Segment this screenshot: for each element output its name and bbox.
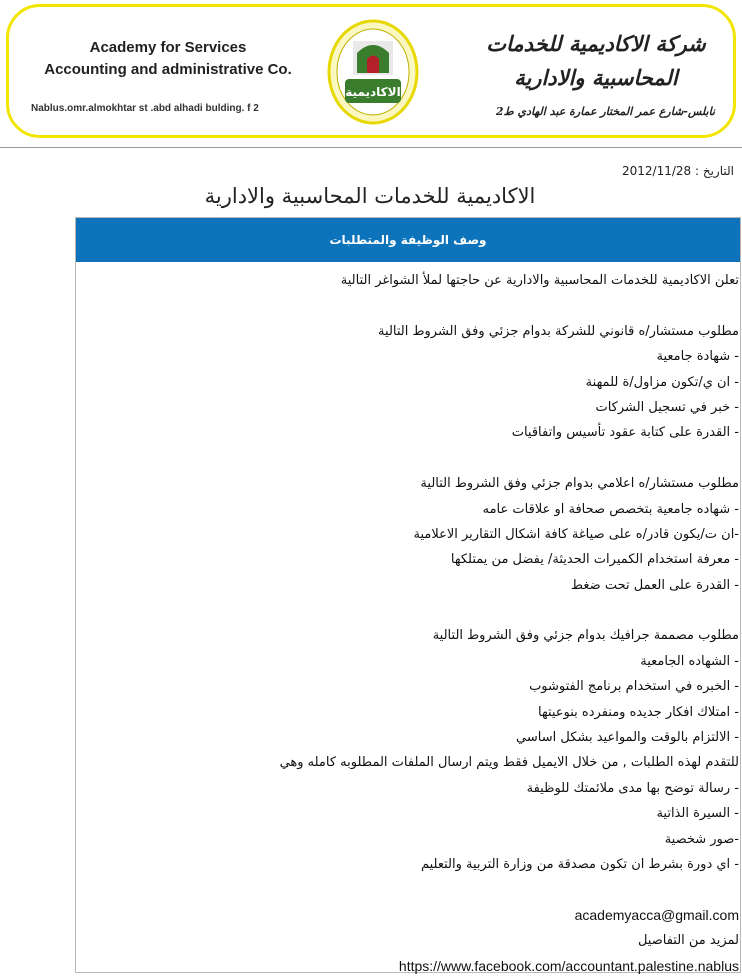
english-name-line2: Accounting and administrative Co. xyxy=(44,61,292,78)
job-description-line: - الالتزام بالوقت والمواعيد بشكل اساسي xyxy=(516,730,739,746)
job-description-line: - شهاده جامعية بتخصص صحافة او علاقات عامه xyxy=(482,501,739,517)
job-description-line xyxy=(76,293,740,318)
letterhead xyxy=(6,4,736,138)
job-description-line: - الشهاده الجامعية xyxy=(640,653,739,669)
document-date xyxy=(622,164,734,178)
date-label: التاريخ : xyxy=(694,164,734,178)
job-description-line: -صور شخصية xyxy=(664,831,739,847)
job-description-line: مطلوب مصممة جرافيك بدوام جزئي وفق الشروط التالية xyxy=(432,628,739,644)
date-value: 2012/11/28 xyxy=(621,164,692,178)
header-divider xyxy=(0,147,742,148)
job-description-line: - خبر في تسجيل الشركات xyxy=(595,399,739,415)
job-description-line xyxy=(76,598,740,623)
job-description-line: - ان ي/تكون مزاول/ة للمهنة xyxy=(585,374,739,390)
arabic-company-name xyxy=(471,27,721,95)
english-name-line1: Academy for Services xyxy=(89,39,247,56)
job-description-line: - القدرة على كتابة عقود تأسيس واتفاقيات xyxy=(511,425,739,441)
job-description-header: وصف الوظيفة والمتطلبات xyxy=(76,218,740,262)
job-description-line: مطلوب مستشار/ه قانوني للشركة بدوام جزئي وفق الشروط التالية xyxy=(378,323,739,339)
job-description-line: مطلوب مستشار/ه اعلامي بدوام جزئي وفق الشروط التالية xyxy=(420,476,739,492)
job-description-line xyxy=(76,446,740,471)
document-title: الاكاديمية للخدمات المحاسبية والادارية xyxy=(204,184,536,208)
job-description-line: - معرفة استخدام الكميرات الحديثة/ يفضل من يمتلكها xyxy=(450,552,739,568)
job-description-line[interactable]: academyacca@gmail.com xyxy=(574,906,739,923)
job-description-line: - شهادة جامعية xyxy=(656,349,739,365)
job-description-line: تعلن الاكاديمية للخدمات المحاسبية والادارية عن حاجتها لملأ الشواغر التالية xyxy=(340,273,739,288)
job-description-line: - رسالة توضح بها مدى ملائمتك للوظيفة xyxy=(526,780,739,796)
job-description-line: - اي دورة بشرط ان تكون مصدقة من وزارة التربية والتعليم xyxy=(420,856,739,872)
arabic-address: نابلس-شارع عمر المختار عمارة عبد الهادي ط2 xyxy=(495,105,715,118)
job-description-line: - السيرة الذاتية xyxy=(656,806,739,822)
job-description-lines xyxy=(76,268,740,979)
job-description-line: -ان ت/يكون قادر/ه على صياغة كافة اشكال التقارير الاعلامية xyxy=(413,526,739,542)
job-description-line: - الخبره في استخدام برنامج الفتوشوب xyxy=(529,679,739,695)
job-description-line: لمزيد من التفاصيل xyxy=(637,933,739,949)
english-company-name xyxy=(23,37,313,81)
english-address: Nablus.omr.almokhtar st .abd alhadi bulding. f 2 xyxy=(31,103,259,114)
job-description-box xyxy=(75,217,741,973)
arabic-name-line2: المحاسبية والادارية xyxy=(514,65,678,90)
logo-text: الاكاديمية xyxy=(345,85,401,99)
job-description-line xyxy=(76,877,740,902)
job-description-line: - القدرة على العمل تحت ضغط xyxy=(571,577,739,593)
academy-logo-icon xyxy=(327,19,419,125)
job-description-line: - امتلاك افكار جديده ومنفرده بنوعيتها xyxy=(537,704,739,720)
arabic-name-line1: شركة الاكاديمية للخدمات xyxy=(486,31,706,56)
job-description-line: للتقدم لهذه الطلبات , من خلال الايميل فقط ويتم ارسال الملفات المطلوبه كامله وهي xyxy=(279,755,739,771)
job-description-line[interactable]: https://www.facebook.com/accountant.palestine.nablus xyxy=(398,957,739,974)
